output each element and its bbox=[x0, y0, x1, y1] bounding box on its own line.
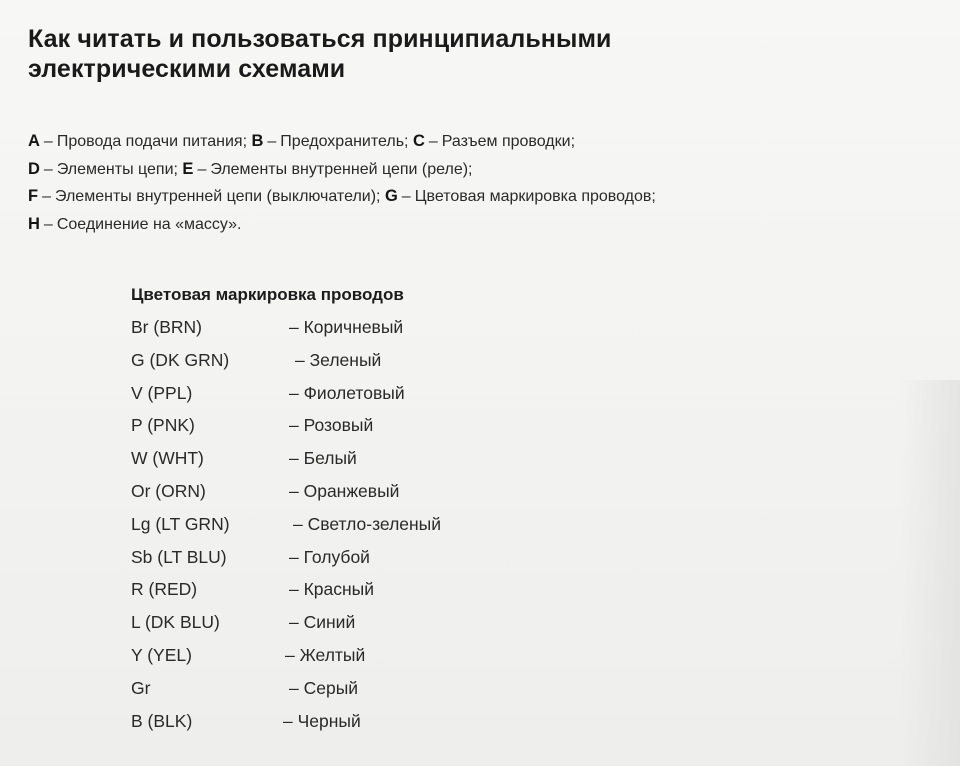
legend-text: Разъем проводки; bbox=[441, 133, 576, 150]
wire-color-meaning bbox=[285, 639, 365, 672]
wire-color-meaning bbox=[289, 409, 373, 442]
wire-color-meaning bbox=[283, 705, 361, 738]
legend-text: Элементы цепи; bbox=[56, 160, 178, 178]
wire-color-code: Or (ORN) bbox=[131, 480, 206, 501]
wire-color-row bbox=[131, 705, 551, 738]
wire-color-meaning bbox=[289, 311, 403, 344]
page-title-line-2: электрическими схемами bbox=[28, 55, 346, 83]
legend-line bbox=[28, 183, 656, 211]
wire-color-dash: – bbox=[285, 644, 295, 665]
wire-color-dash: – bbox=[289, 546, 299, 567]
schematic-legend bbox=[28, 128, 656, 238]
wire-color-dash: – bbox=[289, 612, 299, 633]
wire-color-code: P (PNK) bbox=[131, 415, 195, 436]
wire-color-row bbox=[131, 573, 551, 606]
legend-line bbox=[28, 128, 656, 156]
legend-text: Провода подачи питания; bbox=[56, 133, 248, 150]
legend-text: Соединение на «массу». bbox=[56, 215, 242, 233]
legend-letter: H bbox=[28, 214, 40, 233]
wire-color-list bbox=[131, 311, 551, 737]
page-title-line-1: Как читать и пользоваться принципиальными bbox=[28, 25, 612, 53]
wire-color-dash: – bbox=[283, 710, 293, 731]
wire-color-row bbox=[131, 672, 551, 705]
wire-color-meaning bbox=[289, 606, 355, 639]
wire-color-meaning bbox=[289, 573, 374, 606]
legend-text: Элементы внутренней цепи (реле); bbox=[210, 160, 473, 178]
wire-color-meaning bbox=[289, 475, 399, 508]
legend-dash: – bbox=[428, 133, 438, 150]
wire-color-section bbox=[131, 282, 551, 737]
wire-color-row bbox=[131, 442, 551, 475]
wire-color-code: Br (BRN) bbox=[131, 317, 202, 337]
wire-color-name: Светло-зеленый bbox=[307, 513, 442, 534]
wire-color-name: Розовый bbox=[303, 415, 374, 436]
wire-color-dash: – bbox=[289, 317, 299, 337]
wire-color-code: L (DK BLU) bbox=[131, 612, 220, 633]
legend-text: Цветовая маркировка проводов; bbox=[414, 188, 656, 205]
wire-color-name: Красный bbox=[303, 579, 375, 600]
wire-color-dash: – bbox=[289, 448, 299, 469]
legend-letter: A bbox=[28, 132, 40, 150]
wire-color-meaning bbox=[289, 442, 357, 475]
legend-letter: F bbox=[28, 187, 39, 205]
legend-line bbox=[28, 211, 656, 239]
wire-color-row bbox=[131, 475, 551, 508]
legend-letter: G bbox=[384, 187, 398, 205]
wire-color-meaning bbox=[289, 541, 370, 574]
wire-color-meaning bbox=[293, 508, 441, 541]
wire-color-row bbox=[131, 311, 551, 344]
wire-color-code: B (BLK) bbox=[131, 710, 193, 731]
wire-color-code: Lg (LT GRN) bbox=[131, 513, 230, 534]
legend-dash: – bbox=[43, 160, 53, 178]
wire-color-heading: Цветовая маркировка проводов bbox=[131, 285, 404, 304]
wire-color-name: Желтый bbox=[299, 644, 366, 665]
legend-dash: – bbox=[267, 133, 277, 150]
wire-color-row bbox=[131, 508, 551, 541]
legend-text: Предохранитель; bbox=[280, 133, 409, 150]
legend-letter: B bbox=[251, 132, 264, 150]
wire-color-dash: – bbox=[289, 677, 299, 698]
wire-color-code: W (WHT) bbox=[131, 448, 204, 469]
legend-dash: – bbox=[197, 160, 207, 178]
wire-color-row bbox=[131, 639, 551, 672]
wire-color-dash: – bbox=[289, 382, 299, 403]
wire-color-row bbox=[131, 409, 551, 442]
wire-color-name: Черный bbox=[297, 710, 361, 731]
wire-color-meaning bbox=[289, 377, 405, 410]
wire-color-name: Коричневый bbox=[303, 317, 404, 337]
wire-color-dash: – bbox=[295, 349, 305, 370]
wire-color-row bbox=[131, 541, 551, 574]
legend-dash: – bbox=[43, 133, 53, 150]
legend-letter: D bbox=[28, 159, 40, 178]
legend-dash: – bbox=[43, 215, 53, 233]
wire-color-name: Белый bbox=[303, 448, 357, 469]
wire-color-name: Синий bbox=[303, 612, 356, 633]
legend-line bbox=[28, 156, 656, 184]
wire-color-name: Фиолетовый bbox=[303, 382, 405, 403]
wire-color-code: Sb (LT BLU) bbox=[131, 546, 227, 567]
wire-color-row bbox=[131, 344, 551, 377]
wire-color-meaning bbox=[289, 672, 358, 705]
page-shadow bbox=[900, 380, 960, 766]
legend-dash: – bbox=[401, 188, 411, 205]
wire-color-meaning bbox=[295, 344, 381, 377]
wire-color-name: Серый bbox=[303, 677, 359, 698]
wire-color-code: G (DK GRN) bbox=[131, 349, 230, 370]
wire-color-dash: – bbox=[289, 579, 299, 600]
wire-color-code: V (PPL) bbox=[131, 382, 193, 403]
legend-letter: C bbox=[412, 132, 425, 150]
wire-color-dash: – bbox=[289, 415, 299, 436]
wire-color-name: Оранжевый bbox=[303, 480, 400, 501]
wire-color-code: Y (YEL) bbox=[131, 644, 192, 665]
wire-color-dash: – bbox=[293, 513, 303, 534]
wire-color-name: Зеленый bbox=[309, 349, 382, 370]
wire-color-row bbox=[131, 377, 551, 410]
wire-color-dash: – bbox=[289, 480, 299, 501]
page-title bbox=[28, 24, 788, 84]
wire-color-row bbox=[131, 606, 551, 639]
legend-text: Элементы внутренней цепи (выключатели); bbox=[55, 188, 381, 205]
wire-color-code: Gr bbox=[131, 677, 151, 698]
wire-color-name: Голубой bbox=[303, 546, 370, 567]
legend-letter: E bbox=[182, 159, 194, 178]
legend-dash: – bbox=[42, 188, 51, 205]
wire-color-code: R (RED) bbox=[131, 579, 198, 600]
